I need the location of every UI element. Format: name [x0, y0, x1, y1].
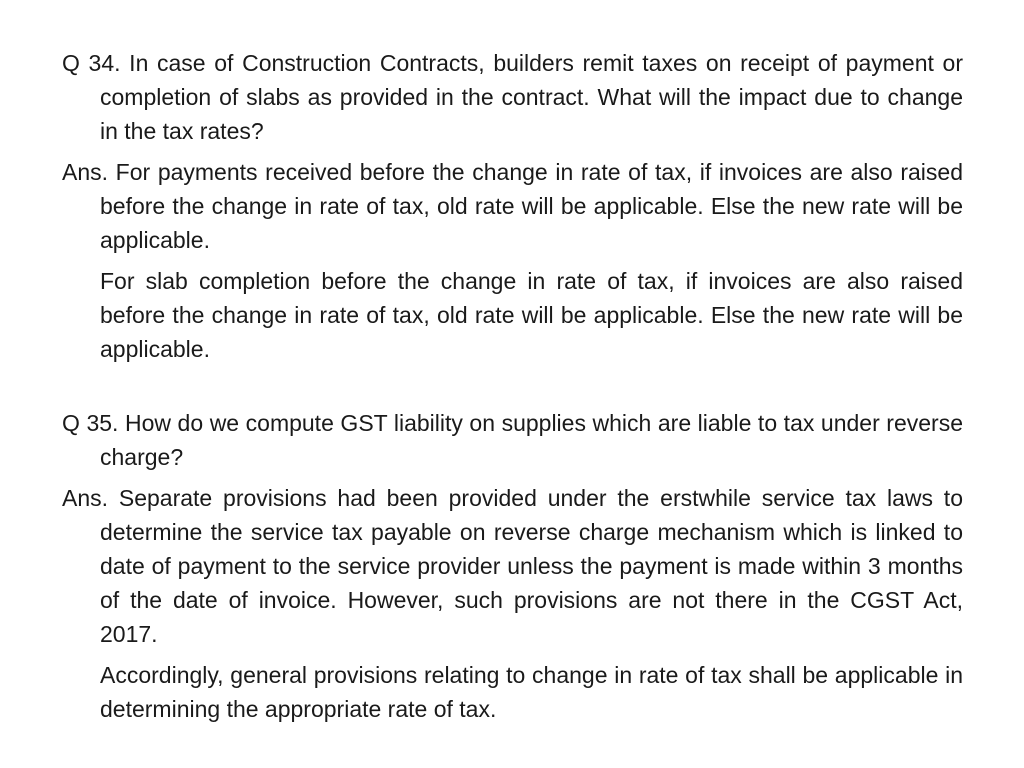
answer-34-part-2: For slab completion before the change in rate of tax, if invoices are also raised before the change in rate of tax, old rate will be applicable. Else the new rate will be applicable.: [100, 268, 963, 362]
question-35: Q 35. How do we compute GST liability on supplies which are liable to tax under reverse charge?: [62, 410, 963, 470]
answer-35-part-2: Accordingly, general provisions relating to change in rate of tax shall be applicable in determining the appropriate rate of tax.: [100, 662, 963, 722]
answer-35-part-1: Ans. Separate provisions had been provided under the erstwhile service tax laws to determine the service tax payable on reverse charge mechanism which is linked to date of payment to the service provider unless the payment is made within 3 months of the date of invoice. However, such provisions are not there in the CGST Act, 2017.: [62, 485, 963, 647]
question-34: Q 34. In case of Construction Contracts, builders remit taxes on receipt of payment or completion of slabs as provided in the contract. What will the impact due to change in the tax rates?: [62, 50, 963, 144]
slide-content: [62, 46, 963, 726]
answer-34-part-1: Ans. For payments received before the change in rate of tax, if invoices are also raised before the change in rate of tax, old rate will be applicable. Else the new rate will be applicable.: [62, 159, 963, 253]
